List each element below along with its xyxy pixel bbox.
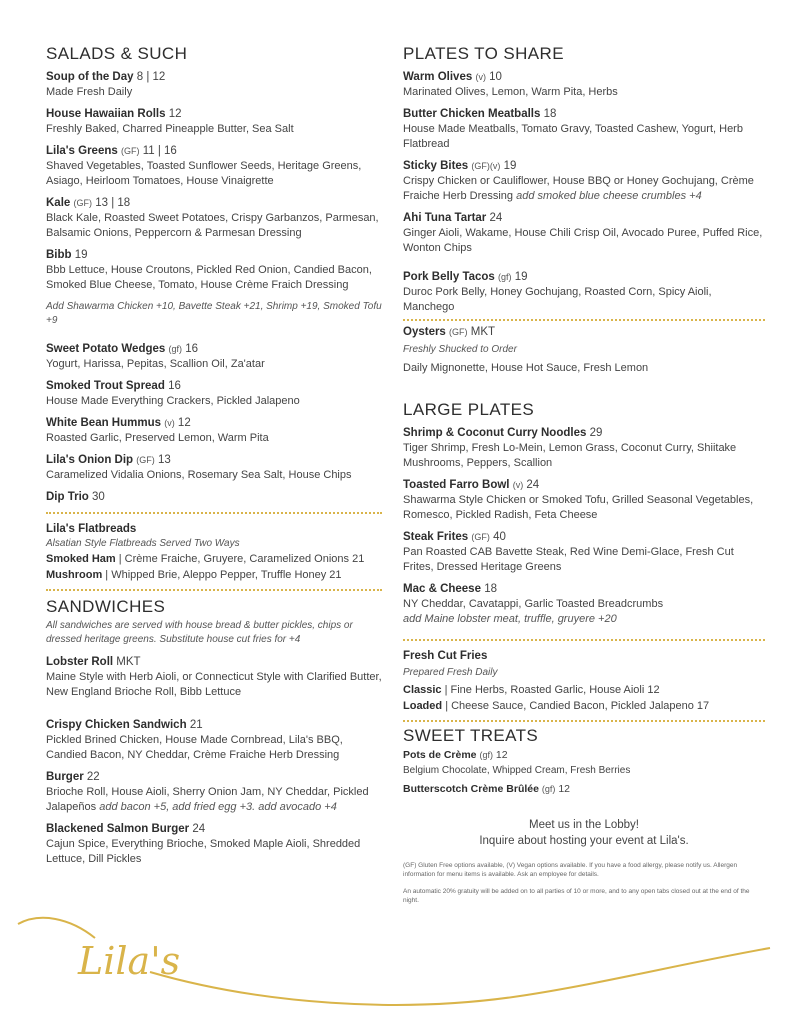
item-tag: (GF)(v) [471,161,501,171]
item-tag: (GF) [120,146,140,156]
menu-item [403,270,765,315]
item-addon: add bacon +5, add fried egg +3. add avocado +4 [99,801,337,813]
item-tag: (gf) [541,784,556,794]
item-addon: add Maine lobster meat, truffle, gruyere +20 [403,613,617,625]
item-name: Lila's Onion Dip [46,454,134,466]
item-name: Soup of the Day [46,71,134,83]
dotted-divider [46,512,382,514]
item-price: 11 | 16 [142,145,177,157]
item-name: Crispy Chicken Sandwich [46,719,187,731]
menu-item [403,211,765,256]
oysters-note: Freshly Shucked to Order [403,344,517,355]
menu-item [46,416,382,446]
logo-wordmark: Lila's [78,939,181,983]
item-price: 10 [489,71,502,83]
section-title-sweets: SWEET TREATS [403,726,539,745]
item-name: Mac & Cheese [403,583,481,595]
item-price: 29 [589,427,603,439]
item-name: Dip Trio [46,491,89,503]
dotted-divider [403,720,765,722]
flatbreads-block [46,522,382,583]
item-name: Oysters [403,326,446,338]
item-price: 8 | 12 [136,71,166,83]
item-name: Burger [46,771,84,783]
item-price: MKT [116,656,141,668]
item-price: 19 [503,160,517,172]
item-price: 18 [484,583,497,595]
gratuity-note: An automatic 20% gratuity will be added on to all parties of 10 or more, and to any open tabs closed out at the end of the night. [403,888,750,904]
item-desc: Bbb Lettuce, House Croutons, Pickled Red Onion, Candied Bacon, Smoked Blue Cheese, Tomato, House Crème Fraich Dressing [46,264,372,291]
item-name: Lobster Roll [46,656,114,668]
item-desc: Roasted Garlic, Preserved Lemon, Warm Pita [46,432,269,444]
item-desc: Tiger Shrimp, Fresh Lo-Mein, Lemon Grass, Coconut Curry, Shiitake Mushrooms, Peppers, Scallion [403,442,737,469]
item-name: Kale [46,197,71,209]
item-price: 12 [558,783,570,795]
menu-item [46,248,382,293]
menu-item [403,426,765,471]
right-column [403,44,765,905]
left-column [46,44,382,874]
item-price: 18 [543,108,557,120]
item-tag: (gf) [168,344,182,354]
flatbread-name: Mushroom [46,569,103,581]
flatbreads-note: Alsatian Style Flatbreads Served Two Ways [46,538,240,549]
menu-item [403,159,765,204]
menu-item [403,478,765,523]
menu-item [46,379,382,409]
salads-addon-note: Add Shawarma Chicken +10, Bavette Steak +21, Shrimp +19, Smoked Tofu +9 [46,301,382,326]
item-desc: Caramelized Vidalia Onions, Rosemary Sea Salt, House Chips [46,469,352,481]
flatbread-desc: | Crème Fraiche, Gruyere, Caramelized Onions 21 [118,553,365,565]
menu-item [46,144,382,189]
menu-item [46,770,382,815]
dotted-divider [403,639,765,641]
menu-item [46,718,382,763]
item-desc: Shaved Vegetables, Toasted Sunflower Seeds, Heritage Greens, Asiago, Heirloom Tomatoes, House Vinaigrette [46,160,362,187]
item-tag: (v) [512,480,524,490]
item-price: 16 [168,380,181,392]
item-price: 40 [493,531,506,543]
item-tag: (gf) [498,272,512,282]
lobby-line: Meet us in the Lobby! [529,819,639,831]
menu-item [403,748,765,778]
menu-item [46,453,382,483]
menu-item [46,655,382,700]
item-price: 19 [74,249,88,261]
item-desc: House Made Everything Crackers, Pickled Jalapeno [46,395,300,407]
item-price: 30 [92,491,105,503]
item-name: House Hawaiian Rolls [46,108,166,120]
item-addon: add smoked blue cheese crumbles +4 [516,190,702,202]
item-desc: Yogurt, Harissa, Pepitas, Scallion Oil, Za'atar [46,358,265,370]
fries-name: Classic [403,684,442,696]
item-name: White Bean Hummus [46,417,162,429]
section-title-sandwiches: SANDWICHES [46,597,166,616]
swoosh-line-right [150,948,770,1005]
item-name: Bibb [46,249,72,261]
item-name: Sticky Bites [403,160,469,172]
item-name: Blackened Salmon Burger [46,823,190,835]
item-desc: Duroc Pork Belly, Honey Gochujang, Roasted Corn, Spicy Aioli, Manchego [403,286,712,313]
item-tag: (v) [164,418,175,428]
menu-item [403,70,765,100]
item-name: Pork Belly Tacos [403,271,495,283]
item-tag: (v) [475,72,486,82]
item-name: Butterscotch Crème Brûlée [403,783,539,795]
fries-block [403,649,765,714]
menu-item [46,342,382,372]
menu-item [46,822,382,867]
item-desc: Freshly Baked, Charred Pineapple Butter, Sea Salt [46,123,294,135]
menu-item [403,782,765,797]
flatbread-row [46,551,382,567]
item-name: Lila's Greens [46,145,118,157]
dotted-divider [403,319,765,321]
fries-row [403,682,765,698]
item-price: 12 [495,749,508,761]
section-title-plates: PLATES TO SHARE [403,44,564,63]
item-desc: Shawarma Style Chicken or Smoked Tofu, Grilled Seasonal Vegetables, Romesco, Pickled Radish, Feta Cheese [403,494,754,521]
fries-desc: | Fine Herbs, Roasted Garlic, House Aioli 12 [444,684,660,696]
allergen-note: (GF) Gluten Free options available, (V) Vegan options available. If you have a food allergy, please notify us. Allergen information for menu items is available. Ask an employee for details. [403,862,738,878]
item-price: 12 [168,108,182,120]
menu-item [46,490,382,505]
item-desc: Pan Roasted CAB Bavette Steak, Red Wine Demi-Glace, Fresh Cut Frites, Dressed Heritage Greens [403,546,734,573]
item-name: Smoked Trout Spread [46,380,165,392]
item-price: 12 [177,417,191,429]
flatbread-desc: | Whipped Brie, Aleppo Pepper, Truffle Honey 21 [105,569,342,581]
item-price: 22 [86,771,100,783]
item-price: MKT [470,326,496,338]
item-name: Steak Frites [403,531,469,543]
dotted-divider [46,589,382,591]
item-desc: Cajun Spice, Everything Brioche, Smoked Maple Aioli, Shredded Lettuce, Dill Pickles [46,838,361,865]
item-price: 13 | 18 [95,197,131,209]
item-name: Shrimp & Coconut Curry Noodles [403,427,587,439]
fries-note: Prepared Fresh Daily [403,667,498,678]
item-name: Sweet Potato Wedges [46,343,166,355]
item-desc: Maine Style with Herb Aioli, or Connecticut Style with Clarified Butter, New England Brioche Roll, Bibb Lettuce [46,671,382,698]
item-name: Warm Olives [403,71,473,83]
menu-item [403,582,765,627]
menu-item [46,196,382,241]
menu-item [46,107,382,137]
menu-item [46,70,382,100]
item-desc: Ginger Aioli, Wakame, House Chili Crisp Oil, Avocado Puree, Puffed Rice, Wonton Chips [403,227,763,254]
item-price: 16 [185,343,198,355]
item-desc: Pickled Brined Chicken, House Made Cornbread, Lila's BBQ, Candied Bacon, NY Cheddar, Crème Fraiche Herb Dressing [46,734,343,761]
fries-desc: | Cheese Sauce, Candied Bacon, Pickled Jalapeno 17 [445,700,710,712]
fries-title: Fresh Cut Fries [403,650,488,662]
item-desc: NY Cheddar, Cavatappi, Garlic Toasted Breadcrumbs [403,598,664,610]
item-desc: Daily Mignonette, House Hot Sauce, Fresh Lemon [403,362,649,374]
item-tag: (GF) [471,532,490,542]
item-price: 19 [514,271,528,283]
menu-item [403,530,765,575]
item-desc: Black Kale, Roasted Sweet Potatoes, Crispy Garbanzos, Parmesan, Balsamic Onions, Peppercorn & Parmesan Dressing [46,212,379,239]
section-title-large: LARGE PLATES [403,400,535,419]
item-price: 13 [157,454,171,466]
lilas-logo [0,904,789,1024]
item-name: Butter Chicken Meatballs [403,108,541,120]
swoosh-line-left [18,918,95,938]
item-price: 24 [526,479,540,491]
fries-row [403,698,765,714]
item-name: Toasted Farro Bowl [403,479,510,491]
item-price: 24 [489,212,503,224]
section-title-salads: SALADS & SUCH [46,44,188,63]
item-desc: House Made Meatballs, Tomato Gravy, Toasted Cashew, Yogurt, Herb Flatbread [403,123,743,150]
item-price: 21 [189,719,203,731]
item-desc: Crispy Chicken or Cauliflower, House BBQ or Honey Gochujang, Crème Fraiche Herb Dressing [403,175,754,202]
item-name: Ahi Tuna Tartar [403,212,487,224]
item-tag: (GF) [449,327,468,337]
item-desc: Made Fresh Daily [46,86,133,98]
item-desc: Belgium Chocolate, Whipped Cream, Fresh Berries [403,765,631,776]
item-price: 24 [192,823,206,835]
sandwiches-note: All sandwiches are served with house bread & butter pickles, chips or dressed heritage greens. Substitute house cut fries for +4 [46,620,353,645]
item-desc: Marinated Olives, Lemon, Warm Pita, Herbs [403,86,618,98]
flatbread-row [46,567,382,583]
oysters-block [403,325,765,376]
flatbread-name: Smoked Ham [46,553,116,565]
item-name: Pots de Crème [403,749,477,761]
flatbreads-title: Lila's Flatbreads [46,523,137,535]
item-desc: Brioche Roll, House Aioli, Sherry Onion Jam, NY Cheddar, Pickled Jalapeños [46,786,369,813]
lobby-message [403,817,765,849]
item-tag: (GF) [136,455,155,465]
fries-name: Loaded [403,700,443,712]
item-tag: (GF) [73,198,92,208]
lobby-line: Inquire about hosting your event at Lila's. [479,835,689,847]
menu-item [403,107,765,152]
item-tag: (gf) [479,750,493,760]
